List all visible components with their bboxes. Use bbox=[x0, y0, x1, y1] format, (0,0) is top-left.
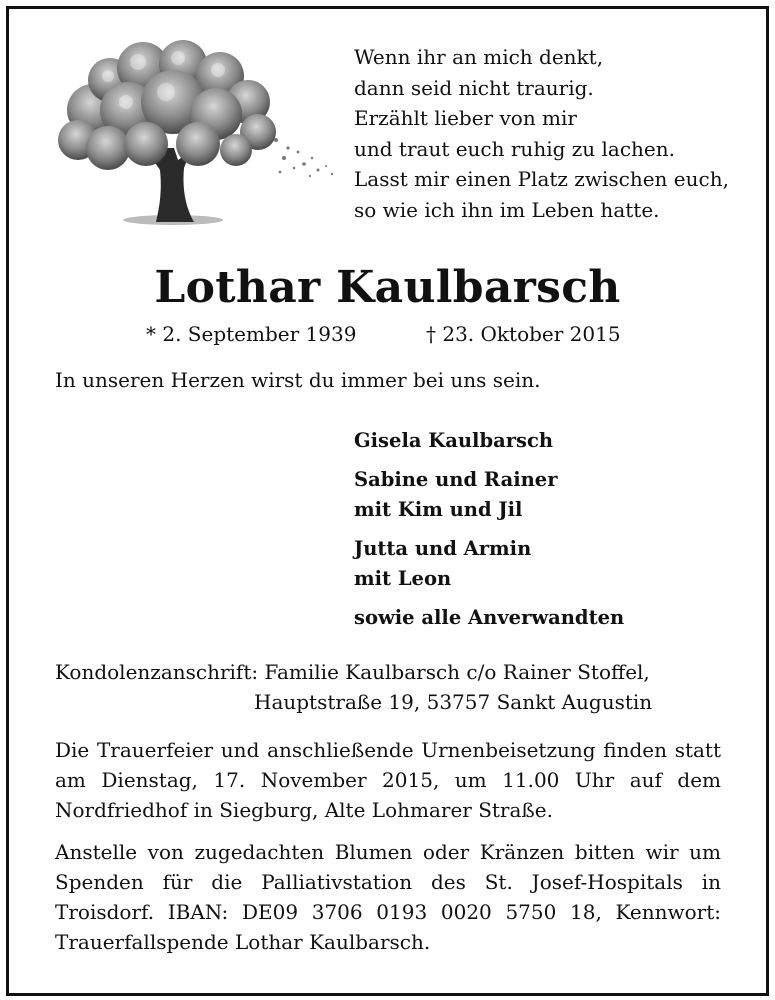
mourner-line: sowie alle Anverwandten bbox=[354, 606, 625, 629]
address-label: Kondolenzanschrift: bbox=[55, 660, 259, 684]
mourner-line: Sabine und Rainer bbox=[354, 468, 558, 491]
donation-info: Anstelle von zugedachten Blumen oder Kränzen bitten wir um Spenden für die Palliativstation des St. Josef-Hospitals in Troisdorf. IBAN: DE09 3706 0193 0020 5750 18, Kennwort: Trauerfallspende Lothar Kaulbarsch. bbox=[55, 840, 721, 954]
address-line: Hauptstraße 19, 53757 Sankt Augustin bbox=[254, 690, 653, 714]
poem bbox=[354, 42, 729, 226]
motto: In unseren Herzen wirst du immer bei uns sein. bbox=[55, 368, 541, 392]
poem-line: so wie ich ihn im Leben hatte. bbox=[354, 197, 660, 222]
tree-icon bbox=[48, 40, 338, 230]
mourners-list bbox=[354, 426, 624, 642]
condolence-address bbox=[55, 657, 652, 717]
mourner-line: mit Leon bbox=[354, 567, 452, 590]
funeral-info: Die Trauerfeier und anschließende Urnenbeisetzung finden statt am Dienstag, 17. November 2015, um 11.00 Uhr auf dem Nordfriedhof in Siegburg, Alte Lohmarer Straße. bbox=[55, 738, 721, 822]
poem-line: und traut euch ruhig zu lachen. bbox=[354, 136, 676, 161]
poem-line: Erzählt lieber von mir bbox=[354, 106, 577, 131]
address-line: Familie Kaulbarsch c/o Rainer Stoffel, bbox=[264, 660, 650, 684]
mourner-line: Jutta und Armin bbox=[354, 537, 532, 560]
mourner-group bbox=[354, 426, 624, 456]
deceased-name: Lothar Kaulbarsch bbox=[154, 262, 621, 313]
birth-date: * 2. September 1939 bbox=[146, 322, 357, 346]
mourner-group bbox=[354, 603, 624, 633]
poem-line: Lasst mir einen Platz zwischen euch, bbox=[354, 167, 729, 192]
death-date: † 23. Oktober 2015 bbox=[426, 322, 621, 346]
poem-line: dann seid nicht traurig. bbox=[354, 75, 594, 100]
mourner-group bbox=[354, 534, 624, 594]
mourner-line: mit Kim und Jil bbox=[354, 498, 523, 521]
mourner-group bbox=[354, 465, 624, 525]
mourner-line: Gisela Kaulbarsch bbox=[354, 429, 554, 452]
poem-line: Wenn ihr an mich denkt, bbox=[354, 45, 604, 69]
